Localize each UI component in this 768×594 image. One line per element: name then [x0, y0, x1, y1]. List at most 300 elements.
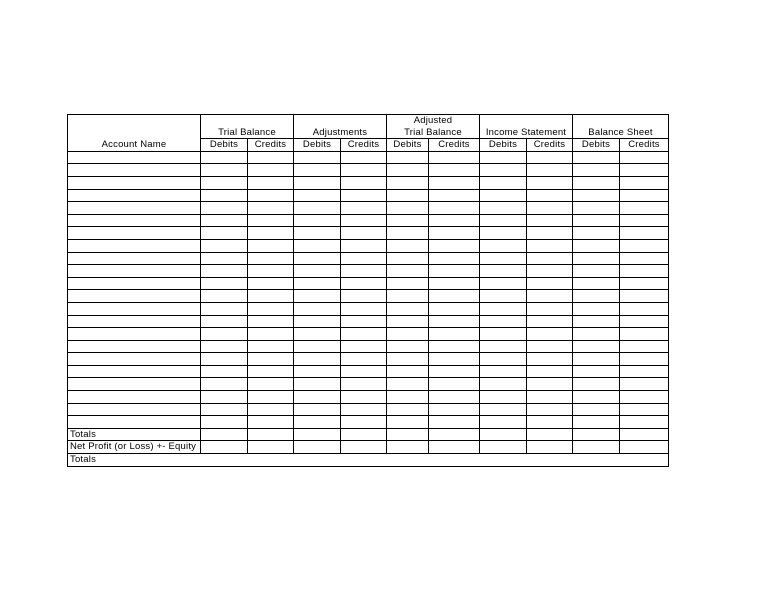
account-name-cell[interactable] [68, 277, 201, 290]
debit-cell[interactable] [294, 378, 341, 391]
debit-cell[interactable] [573, 365, 620, 378]
debit-cell[interactable] [201, 302, 248, 315]
credits-header: Credits [527, 139, 573, 152]
credit-cell[interactable] [620, 151, 669, 164]
account-name-cell[interactable] [68, 202, 201, 215]
debit-cell[interactable] [387, 403, 429, 416]
account-name-cell[interactable] [68, 340, 201, 353]
debit-cell[interactable] [480, 176, 527, 189]
debit-cell[interactable] [387, 252, 429, 265]
credit-cell[interactable] [248, 176, 294, 189]
credit-cell[interactable] [620, 227, 669, 240]
debit-cell[interactable] [294, 227, 341, 240]
credit-cell[interactable] [429, 441, 480, 454]
footer-row [68, 428, 669, 441]
credit-cell[interactable] [341, 176, 387, 189]
credit-cell[interactable] [429, 214, 480, 227]
credit-cell[interactable] [429, 315, 480, 328]
debit-cell[interactable] [387, 164, 429, 177]
credit-cell[interactable] [248, 214, 294, 227]
debit-cell[interactable] [573, 391, 620, 404]
credit-cell[interactable] [527, 403, 573, 416]
credit-cell[interactable] [429, 416, 480, 429]
debit-cell[interactable] [480, 227, 527, 240]
credit-cell[interactable] [527, 265, 573, 278]
credit-cell[interactable] [527, 151, 573, 164]
table-row [68, 176, 669, 189]
account-name-cell[interactable] [68, 176, 201, 189]
credit-cell[interactable] [620, 428, 669, 441]
credits-header: Credits [341, 139, 387, 152]
credit-cell[interactable] [341, 151, 387, 164]
table-row [68, 353, 669, 366]
credit-cell[interactable] [429, 428, 480, 441]
credit-cell[interactable] [620, 391, 669, 404]
debit-cell[interactable] [294, 428, 341, 441]
debit-cell[interactable] [201, 151, 248, 164]
credit-cell[interactable] [341, 189, 387, 202]
credit-cell[interactable] [248, 164, 294, 177]
credit-cell[interactable] [527, 353, 573, 366]
debit-cell[interactable] [201, 340, 248, 353]
credit-cell[interactable] [527, 252, 573, 265]
debit-cell[interactable] [294, 416, 341, 429]
credit-cell[interactable] [429, 227, 480, 240]
credit-cell[interactable] [248, 302, 294, 315]
debit-cell[interactable] [573, 227, 620, 240]
debit-cell[interactable] [294, 277, 341, 290]
debit-cell[interactable] [294, 164, 341, 177]
account-name-header-spacer [68, 115, 201, 139]
credit-cell[interactable] [527, 365, 573, 378]
credit-cell[interactable] [527, 416, 573, 429]
debit-cell[interactable] [201, 416, 248, 429]
table-row [68, 416, 669, 429]
debit-cell[interactable] [387, 227, 429, 240]
debit-cell[interactable] [387, 277, 429, 290]
account-name-cell[interactable] [68, 315, 201, 328]
debit-cell[interactable] [387, 353, 429, 366]
credit-cell[interactable] [620, 265, 669, 278]
credit-cell[interactable] [620, 441, 669, 454]
footer-row-label: Totals [68, 454, 201, 467]
credit-cell[interactable] [620, 416, 669, 429]
credit-cell[interactable] [527, 189, 573, 202]
credit-cell[interactable] [527, 227, 573, 240]
table-row [68, 265, 669, 278]
credit-cell[interactable] [429, 290, 480, 303]
account-name-cell[interactable] [68, 252, 201, 265]
credit-cell[interactable] [341, 403, 387, 416]
credit-cell[interactable] [341, 365, 387, 378]
credit-cell[interactable] [341, 428, 387, 441]
debit-cell[interactable] [294, 265, 341, 278]
debit-cell[interactable] [201, 227, 248, 240]
credit-cell[interactable] [527, 239, 573, 252]
credit-cell[interactable] [248, 378, 294, 391]
credit-cell[interactable] [248, 416, 294, 429]
debit-cell[interactable] [387, 189, 429, 202]
debit-cell[interactable] [573, 416, 620, 429]
debit-cell[interactable] [294, 239, 341, 252]
debit-cell[interactable] [480, 416, 527, 429]
group-label-line1: Adjusted [413, 115, 453, 126]
credit-cell[interactable] [429, 277, 480, 290]
group-label-line2: Trial Balance [404, 126, 462, 138]
table-row [68, 239, 669, 252]
credit-cell[interactable] [429, 202, 480, 215]
account-name-cell[interactable] [68, 189, 201, 202]
debit-cell[interactable] [573, 290, 620, 303]
credit-cell[interactable] [429, 378, 480, 391]
credit-cell[interactable] [341, 202, 387, 215]
debit-cell[interactable] [480, 151, 527, 164]
table-row [68, 328, 669, 341]
debit-cell[interactable] [387, 328, 429, 341]
debit-cell[interactable] [480, 378, 527, 391]
credit-cell[interactable] [620, 340, 669, 353]
debit-cell[interactable] [480, 214, 527, 227]
credit-cell[interactable] [620, 302, 669, 315]
credit-cell[interactable] [248, 151, 294, 164]
credit-cell[interactable] [527, 340, 573, 353]
credit-cell[interactable] [429, 164, 480, 177]
debit-cell[interactable] [201, 290, 248, 303]
debit-cell[interactable] [294, 302, 341, 315]
credit-cell[interactable] [429, 365, 480, 378]
account-name-cell[interactable] [68, 378, 201, 391]
debit-cell[interactable] [201, 164, 248, 177]
credit-cell[interactable] [341, 290, 387, 303]
debit-cell[interactable] [387, 265, 429, 278]
debit-cell[interactable] [201, 315, 248, 328]
table-row [68, 277, 669, 290]
credit-cell[interactable] [620, 290, 669, 303]
group-label-line2: Adjustments [312, 126, 368, 138]
debit-cell[interactable] [294, 151, 341, 164]
account-name-cell[interactable] [68, 151, 201, 164]
credit-cell[interactable] [620, 353, 669, 366]
debit-cell[interactable] [480, 403, 527, 416]
debit-cell[interactable] [294, 214, 341, 227]
credit-cell[interactable] [248, 441, 294, 454]
debit-cell[interactable] [573, 441, 620, 454]
credit-cell[interactable] [527, 328, 573, 341]
credit-cell[interactable] [341, 391, 387, 404]
debit-cell[interactable] [294, 391, 341, 404]
debit-cell[interactable] [387, 378, 429, 391]
debit-cell[interactable] [573, 176, 620, 189]
debit-cell[interactable] [294, 403, 341, 416]
debit-cell[interactable] [573, 353, 620, 366]
credit-cell[interactable] [620, 164, 669, 177]
credit-cell[interactable] [620, 214, 669, 227]
credit-cell[interactable] [248, 189, 294, 202]
credit-cell[interactable] [429, 265, 480, 278]
account-name-header: Account Name [68, 139, 201, 152]
footer-row [68, 441, 669, 454]
credit-cell[interactable] [429, 151, 480, 164]
debit-cell[interactable] [573, 315, 620, 328]
credit-cell[interactable] [527, 315, 573, 328]
debit-cell[interactable] [294, 353, 341, 366]
debit-cell[interactable] [573, 214, 620, 227]
group-label-line2: Trial Balance [218, 126, 276, 138]
credits-header: Credits [248, 139, 294, 152]
debit-cell[interactable] [480, 290, 527, 303]
debit-cell[interactable] [294, 315, 341, 328]
credit-cell[interactable] [248, 290, 294, 303]
credit-cell[interactable] [248, 315, 294, 328]
table-row [68, 189, 669, 202]
credit-cell[interactable] [429, 403, 480, 416]
credit-cell[interactable] [620, 315, 669, 328]
debit-cell[interactable] [480, 365, 527, 378]
debit-cell[interactable] [387, 315, 429, 328]
credit-cell[interactable] [341, 315, 387, 328]
debit-cell[interactable] [294, 290, 341, 303]
debit-cell[interactable] [573, 252, 620, 265]
credit-cell[interactable] [341, 214, 387, 227]
debit-cell[interactable] [573, 202, 620, 215]
credit-cell[interactable] [429, 328, 480, 341]
debit-cell[interactable] [573, 328, 620, 341]
debit-cell[interactable] [480, 189, 527, 202]
debit-cell[interactable] [480, 315, 527, 328]
credit-cell[interactable] [248, 428, 294, 441]
credit-cell[interactable] [620, 239, 669, 252]
debit-cell[interactable] [573, 403, 620, 416]
debit-cell[interactable] [387, 441, 429, 454]
credit-cell[interactable] [527, 290, 573, 303]
debit-cell[interactable] [387, 151, 429, 164]
debit-cell[interactable] [294, 202, 341, 215]
credit-cell[interactable] [620, 277, 669, 290]
credit-cell[interactable] [429, 391, 480, 404]
debit-cell[interactable] [201, 265, 248, 278]
debit-cell[interactable] [294, 328, 341, 341]
credit-cell[interactable] [527, 176, 573, 189]
account-name-cell[interactable] [68, 302, 201, 315]
credit-cell[interactable] [527, 164, 573, 177]
credit-cell[interactable] [341, 340, 387, 353]
debit-cell[interactable] [201, 328, 248, 341]
debit-cell[interactable] [201, 176, 248, 189]
account-name-cell[interactable] [68, 353, 201, 366]
credit-cell[interactable] [429, 340, 480, 353]
credit-cell[interactable] [341, 265, 387, 278]
debit-cell[interactable] [201, 391, 248, 404]
debit-cell[interactable] [387, 340, 429, 353]
debit-cell[interactable] [201, 428, 248, 441]
debit-cell[interactable] [573, 378, 620, 391]
credit-cell[interactable] [248, 227, 294, 240]
debit-cell[interactable] [480, 302, 527, 315]
credit-cell[interactable] [341, 164, 387, 177]
debit-cell[interactable] [480, 340, 527, 353]
credit-cell[interactable] [429, 252, 480, 265]
debit-cell[interactable] [480, 353, 527, 366]
credit-cell[interactable] [341, 328, 387, 341]
header-row-columns [68, 139, 669, 152]
account-name-cell[interactable] [68, 391, 201, 404]
debits-header: Debits [573, 139, 620, 152]
account-name-cell[interactable] [68, 290, 201, 303]
account-name-cell[interactable] [68, 416, 201, 429]
debit-cell[interactable] [573, 189, 620, 202]
credit-cell[interactable] [341, 378, 387, 391]
account-name-cell[interactable] [68, 214, 201, 227]
debit-cell[interactable] [573, 151, 620, 164]
header-row-group-top [68, 115, 669, 127]
debit-cell[interactable] [387, 239, 429, 252]
credit-cell[interactable] [429, 353, 480, 366]
table-row [68, 202, 669, 215]
credit-cell[interactable] [527, 378, 573, 391]
debit-cell[interactable] [573, 302, 620, 315]
debit-cell[interactable] [573, 239, 620, 252]
account-name-cell[interactable] [68, 227, 201, 240]
debit-cell[interactable] [201, 353, 248, 366]
credit-cell[interactable] [620, 378, 669, 391]
debits-header: Debits [201, 139, 248, 152]
account-name-cell[interactable] [68, 328, 201, 341]
table-row [68, 315, 669, 328]
debit-cell[interactable] [480, 391, 527, 404]
credit-cell[interactable] [620, 202, 669, 215]
table-row [68, 340, 669, 353]
debit-cell[interactable] [387, 365, 429, 378]
credit-cell[interactable] [341, 239, 387, 252]
credit-cell[interactable] [248, 202, 294, 215]
debit-cell[interactable] [387, 202, 429, 215]
credit-cell[interactable] [248, 340, 294, 353]
debit-cell[interactable] [294, 340, 341, 353]
footer-row-label: Net Profit (or Loss) +- Equity [68, 441, 201, 454]
credit-cell[interactable] [527, 391, 573, 404]
account-name-cell[interactable] [68, 265, 201, 278]
debit-cell[interactable] [480, 202, 527, 215]
credit-cell[interactable] [527, 277, 573, 290]
account-name-cell[interactable] [68, 365, 201, 378]
credit-cell[interactable] [429, 176, 480, 189]
debit-cell[interactable] [480, 441, 527, 454]
credit-cell[interactable] [620, 189, 669, 202]
credit-cell[interactable] [620, 365, 669, 378]
debit-cell[interactable] [201, 441, 248, 454]
credit-cell[interactable] [527, 441, 573, 454]
footer-row [68, 454, 669, 467]
debit-cell[interactable] [480, 265, 527, 278]
credit-cell[interactable] [341, 441, 387, 454]
credit-cell[interactable] [527, 202, 573, 215]
credit-cell[interactable] [248, 365, 294, 378]
account-name-cell[interactable] [68, 164, 201, 177]
credits-header: Credits [620, 139, 669, 152]
debit-cell[interactable] [201, 403, 248, 416]
debit-cell[interactable] [480, 328, 527, 341]
credit-cell[interactable] [620, 252, 669, 265]
credit-cell[interactable] [527, 302, 573, 315]
debit-cell[interactable] [387, 290, 429, 303]
credit-cell[interactable] [341, 302, 387, 315]
debit-cell[interactable] [480, 164, 527, 177]
debit-cell[interactable] [480, 239, 527, 252]
debit-cell[interactable] [201, 378, 248, 391]
credit-cell[interactable] [248, 328, 294, 341]
credit-cell[interactable] [620, 176, 669, 189]
debit-cell[interactable] [201, 214, 248, 227]
credit-cell[interactable] [248, 403, 294, 416]
debit-cell[interactable] [387, 391, 429, 404]
debit-cell[interactable] [201, 277, 248, 290]
credits-header: Credits [429, 139, 480, 152]
credit-cell[interactable] [527, 214, 573, 227]
credit-cell[interactable] [341, 277, 387, 290]
credit-cell[interactable] [620, 403, 669, 416]
debits-header: Debits [294, 139, 341, 152]
account-name-cell[interactable] [68, 239, 201, 252]
table-row [68, 391, 669, 404]
credit-cell[interactable] [248, 239, 294, 252]
credit-cell[interactable] [341, 227, 387, 240]
debit-cell[interactable] [573, 265, 620, 278]
debit-cell[interactable] [201, 189, 248, 202]
debit-cell[interactable] [201, 365, 248, 378]
credit-cell[interactable] [429, 189, 480, 202]
credit-cell[interactable] [620, 328, 669, 341]
debit-cell[interactable] [294, 441, 341, 454]
credit-cell[interactable] [248, 265, 294, 278]
debit-cell[interactable] [201, 202, 248, 215]
credit-cell[interactable] [248, 252, 294, 265]
debit-cell[interactable] [387, 302, 429, 315]
credit-cell[interactable] [341, 252, 387, 265]
group-header-balance-sheet [573, 115, 669, 139]
final-totals-span [201, 454, 669, 467]
debit-cell[interactable] [294, 176, 341, 189]
credit-cell[interactable] [429, 239, 480, 252]
debit-cell[interactable] [480, 252, 527, 265]
credit-cell[interactable] [248, 277, 294, 290]
debit-cell[interactable] [294, 365, 341, 378]
debit-cell[interactable] [294, 189, 341, 202]
account-name-cell[interactable] [68, 403, 201, 416]
credit-cell[interactable] [429, 302, 480, 315]
debit-cell[interactable] [573, 340, 620, 353]
debit-cell[interactable] [201, 252, 248, 265]
debit-cell[interactable] [480, 277, 527, 290]
debit-cell[interactable] [387, 176, 429, 189]
debit-cell[interactable] [573, 164, 620, 177]
credit-cell[interactable] [248, 353, 294, 366]
credit-cell[interactable] [341, 353, 387, 366]
debit-cell[interactable] [387, 214, 429, 227]
credit-cell[interactable] [341, 416, 387, 429]
debit-cell[interactable] [480, 428, 527, 441]
table-row [68, 252, 669, 265]
debit-cell[interactable] [387, 428, 429, 441]
debit-cell[interactable] [573, 277, 620, 290]
debit-cell[interactable] [201, 239, 248, 252]
debit-cell[interactable] [573, 428, 620, 441]
credit-cell[interactable] [527, 428, 573, 441]
credit-cell[interactable] [248, 391, 294, 404]
debit-cell[interactable] [294, 252, 341, 265]
debits-header: Debits [480, 139, 527, 152]
debit-cell[interactable] [387, 416, 429, 429]
group-label-line2: Income Statement [485, 126, 567, 138]
